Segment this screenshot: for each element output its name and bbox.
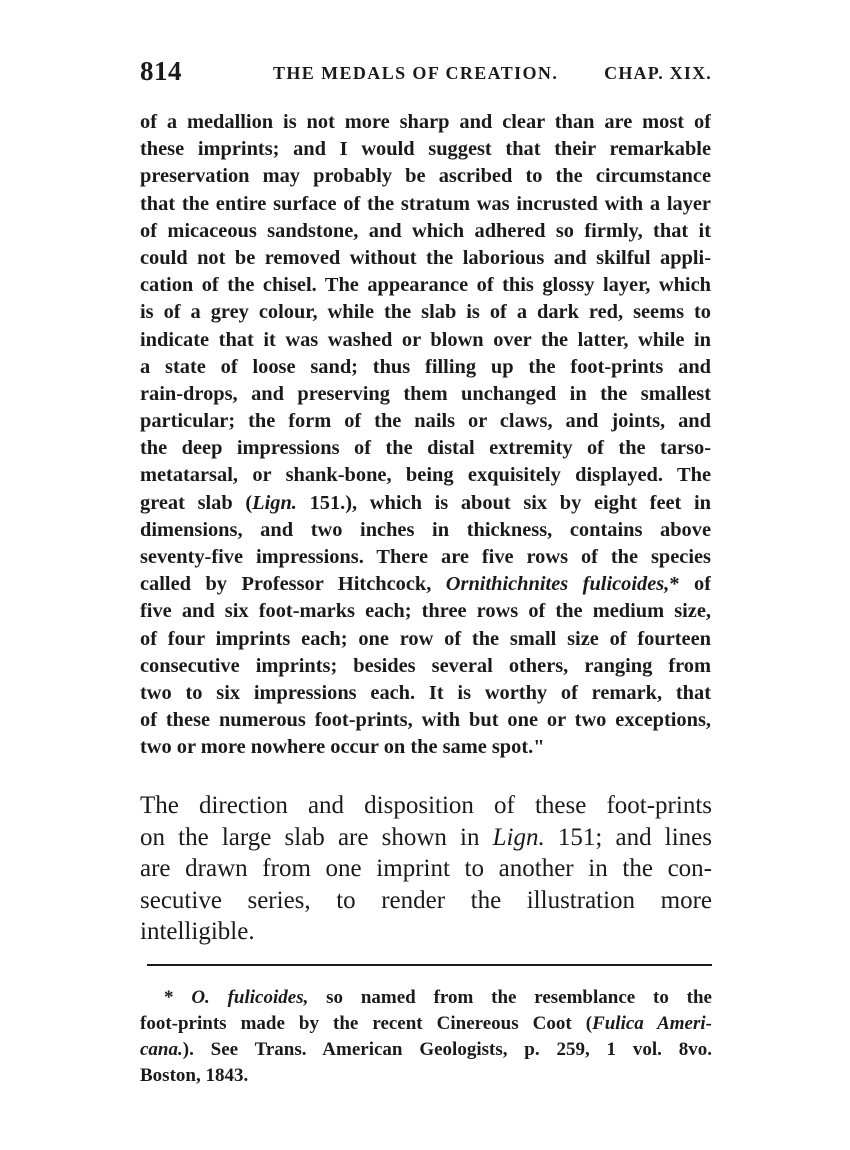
footnote-marker: *: [164, 987, 192, 1008]
text-line: The direction and disposition of these foot-prints: [140, 792, 712, 819]
species-name: O. fulicoides,: [191, 987, 309, 1008]
text-run: so named from the resemblance to the: [308, 987, 712, 1008]
page-header: [140, 56, 712, 90]
text-line: secutive series, to render the illustration more: [140, 886, 712, 914]
footnote-divider: [147, 964, 712, 966]
text-line: five and six foot-marks each; three rows of the medium size,: [140, 600, 711, 623]
body-paragraph: [140, 790, 712, 948]
figure-reference: Lign.: [252, 491, 297, 514]
text-line: that the entire surface of the stratum was incrusted with a layer: [140, 192, 711, 215]
text-line: could not be removed without the laborious and skilful appli-: [140, 246, 711, 269]
text-line: rain-drops, and preserving them unchanged in the smallest: [140, 382, 711, 405]
text-run: on the large slab are shown in: [140, 823, 493, 851]
text-line: two to six impressions each. It is worthy of remark, that: [140, 681, 711, 704]
text-run: ). See Trans. American Geologists, p. 259, 1 vol. 8vo.: [182, 1039, 712, 1060]
quoted-passage: [140, 109, 711, 762]
footnote-marker: * of: [669, 573, 711, 596]
text-line: preservation may probably be ascribed to the circumstance: [140, 165, 711, 188]
text-line: [140, 822, 712, 854]
text-line: seventy-five impressions. There are five rows of the species: [140, 546, 711, 568]
text-line: the deep impressions of the distal extremity of the tarso-: [140, 437, 711, 460]
text-line: two or more nowhere occur on the same spot.": [140, 736, 545, 759]
text-line: metatarsal, or shank-bone, being exquisitely displayed. The: [140, 464, 711, 487]
text-line: particular; the form of the nails or claws, and joints, and: [140, 410, 711, 433]
text-line: of micaceous sandstone, and which adhered so firmly, that it: [140, 219, 711, 242]
text-line: of a medallion is not more sharp and clear than are most of: [140, 111, 711, 133]
text-line: consecutive imprints; besides several others, ranging from: [140, 654, 711, 677]
text-run: foot-prints made by the recent Cinereous Coot (: [140, 1013, 593, 1034]
species-name: Ornithichnites fulicoides,: [445, 573, 670, 596]
text-line: intelligible.: [140, 918, 255, 946]
text-run: great slab (: [140, 491, 253, 514]
chapter-label: CHAP. XIX.: [604, 63, 712, 83]
text-line: [140, 571, 711, 598]
text-line: [140, 1011, 712, 1037]
text-run: 151.), which is about six by eight feet in: [296, 491, 711, 514]
footnote: [140, 985, 712, 1089]
text-run: called by Professor Hitchcock,: [140, 573, 446, 596]
text-line: indicate that it was washed or blown over the latter, while in: [140, 328, 711, 351]
text-line: Boston, 1843.: [140, 1065, 249, 1086]
species-name: Fulica Ameri-: [592, 1013, 712, 1034]
species-name: cana.: [140, 1039, 183, 1060]
text-line: these imprints; and I would suggest that their remarkable: [140, 138, 711, 161]
text-line: [140, 1037, 712, 1063]
running-title: THE MEDALS OF CREATION.: [273, 63, 559, 83]
text-line: dimensions, and two inches in thickness, contains above: [140, 518, 711, 541]
text-line: of these numerous foot-prints, with but one or two exceptions,: [140, 709, 711, 732]
text-line: [140, 490, 711, 517]
text-run: 151; and lines: [544, 823, 712, 851]
page-number: 814: [140, 56, 182, 86]
text-line: a state of loose sand; thus filling up the foot-prints and: [140, 355, 711, 378]
text-line: is of a grey colour, while the slab is of a dark red, seems to: [140, 301, 711, 324]
text-line: [140, 985, 712, 1011]
text-line: are drawn from one imprint to another in the con-: [140, 855, 712, 883]
text-line: cation of the chisel. The appearance of this glossy layer, which: [140, 274, 711, 297]
text-line: of four imprints each; one row of the small size of fourteen: [140, 627, 711, 650]
figure-reference: Lign.: [492, 823, 545, 851]
